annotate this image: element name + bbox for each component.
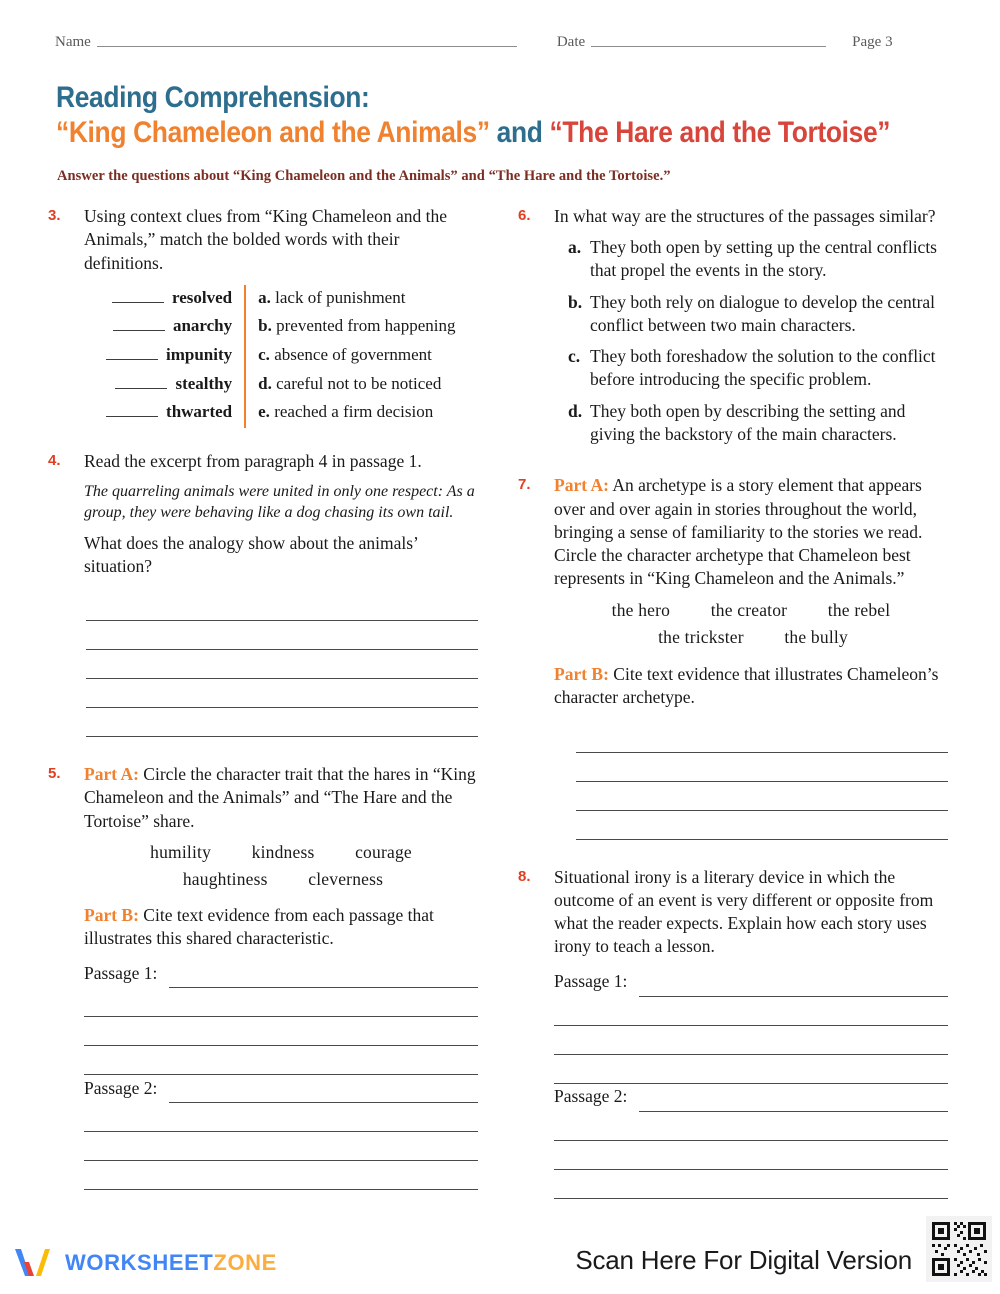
- question-3: [48, 205, 478, 428]
- q5-option-haughtiness[interactable]: haughtiness: [182, 869, 268, 890]
- table-row: [106, 342, 456, 371]
- answer-line[interactable]: [554, 997, 948, 1026]
- table-row: [106, 313, 456, 342]
- choice-c-text: They both foreshadow the solution to the conflict before introducing the specific problem.: [590, 346, 936, 390]
- question-3-prompt: Using context clues from “King Chameleon and the Animals,” match the bolded words with their definitions.: [84, 206, 448, 273]
- choice-a-letter: a.: [568, 237, 582, 258]
- answer-line[interactable]: [639, 972, 948, 997]
- worksheet-zone-logo-icon: [12, 1246, 56, 1280]
- q5-passage-2-line: [84, 1075, 478, 1103]
- question-7-part-b: [554, 663, 948, 710]
- question-4-prompt: Read the excerpt from paragraph 4 in passage 1.: [84, 450, 422, 471]
- q8-passage-2-line: [554, 1084, 948, 1112]
- title-line-2: [56, 115, 891, 150]
- match-word-2: impunity: [166, 345, 233, 365]
- answer-line[interactable]: [86, 679, 478, 708]
- page-footer: [0, 1218, 1000, 1294]
- answer-line[interactable]: [86, 592, 478, 621]
- name-write-line[interactable]: [97, 45, 517, 47]
- q5-passage-1-label: Passage 1:: [84, 962, 158, 983]
- table-row: [106, 371, 456, 400]
- worksheet-zone-logo[interactable]: [12, 1246, 277, 1280]
- choice-b[interactable]: [568, 291, 948, 337]
- match-def-letter-2: c.: [258, 345, 270, 365]
- question-6-body: [554, 205, 948, 454]
- match-def-text-1: prevented from happening: [276, 316, 456, 336]
- question-4-answer-area: [48, 592, 478, 737]
- q7-option-the-bully[interactable]: the bully: [784, 626, 848, 647]
- date-label: Date: [556, 34, 586, 50]
- choice-c-letter: c.: [568, 346, 581, 367]
- part-b-label-q5: Part B:: [84, 904, 139, 925]
- answer-line[interactable]: [84, 1017, 478, 1046]
- question-6-number: 6.: [518, 207, 531, 224]
- worksheet-zone-logo-text: [65, 1250, 277, 1276]
- left-column: [48, 205, 478, 1192]
- answer-line[interactable]: [84, 1132, 478, 1161]
- question-7-number: 7.: [518, 476, 531, 494]
- q5-passage-2-label: Passage 2:: [84, 1077, 158, 1098]
- matching-table: [106, 285, 456, 428]
- match-blank-2[interactable]: [106, 344, 158, 360]
- match-def-cell-1: [245, 313, 455, 342]
- part-a-text-q7: An archetype is a story element that appears over and over again in stories throughout the world, bringing a sense of familiarity to the stories we read. Circle the character archetype that Chameleon best represents in “King Chameleon and the Animals.”: [554, 475, 923, 589]
- question-5-number: 5.: [48, 765, 61, 783]
- part-b-text-q7: Cite text evidence that illustrates Chameleon’s character archetype.: [554, 664, 939, 708]
- q5-option-kindness[interactable]: kindness: [251, 841, 315, 862]
- match-word-cell-0[interactable]: [106, 285, 245, 314]
- choice-b-letter: b.: [568, 291, 583, 312]
- q7-options-row-1: [554, 599, 948, 622]
- match-word-0: resolved: [172, 287, 233, 307]
- q8-passage-2-area: [554, 1084, 948, 1199]
- choice-a-text: They both open by setting up the central conflicts that propel the events in the story.: [590, 237, 937, 281]
- right-column: [518, 205, 948, 1201]
- match-blank-1[interactable]: [113, 315, 165, 331]
- answer-line[interactable]: [84, 1046, 478, 1075]
- question-6: [518, 205, 948, 454]
- title-passage-1: “King Chameleon and the Animals”: [56, 116, 490, 150]
- answer-line[interactable]: [576, 782, 948, 811]
- answer-line[interactable]: [84, 1103, 478, 1132]
- answer-line[interactable]: [576, 724, 948, 753]
- answer-line[interactable]: [84, 1161, 478, 1190]
- match-blank-4[interactable]: [106, 401, 158, 417]
- q8-passage-2-label: Passage 2:: [554, 1086, 628, 1107]
- question-5-part-a: [84, 763, 478, 833]
- q8-passage-1-line: [554, 969, 948, 997]
- q7-option-the-creator[interactable]: the creator: [710, 599, 788, 620]
- question-3-number: 3.: [48, 207, 61, 224]
- question-8: [518, 866, 948, 1199]
- match-def-cell-0: [245, 285, 455, 314]
- answer-line[interactable]: [576, 753, 948, 782]
- question-8-body: [554, 866, 948, 1199]
- match-def-text-4: reached a firm decision: [274, 402, 434, 422]
- q7-option-the-hero[interactable]: the hero: [611, 599, 671, 620]
- match-def-text-0: lack of punishment: [275, 287, 406, 307]
- question-3-body: [84, 205, 478, 428]
- match-word-cell-1[interactable]: [106, 313, 245, 342]
- title-line-1: Reading Comprehension:: [56, 81, 370, 114]
- choice-a[interactable]: [568, 236, 948, 282]
- worksheet-header: [55, 34, 945, 51]
- part-a-text-q5: Circle the character trait that the hares in “King Chameleon and the Animals” and “The Hare and the Tortoise” share.: [84, 764, 476, 831]
- match-word-1: anarchy: [172, 316, 233, 336]
- q7-options-row-2: [554, 626, 948, 649]
- answer-line[interactable]: [576, 811, 948, 840]
- answer-line[interactable]: [554, 1055, 948, 1084]
- match-def-text-3: careful not to be noticed: [276, 373, 442, 393]
- match-word-3: stealthy: [175, 373, 233, 393]
- question-6-choices: [568, 236, 948, 445]
- match-blank-0[interactable]: [112, 287, 164, 303]
- q8-passage-1-label: Passage 1:: [554, 971, 628, 992]
- answer-line[interactable]: [84, 988, 478, 1017]
- q7-option-the-trickster[interactable]: the trickster: [658, 626, 744, 647]
- answer-line[interactable]: [554, 1026, 948, 1055]
- answer-line[interactable]: [86, 650, 478, 679]
- q5-passage-1-area: [84, 960, 478, 1075]
- scan-here-label: Scan Here For Digital Version: [575, 1245, 912, 1275]
- answer-line[interactable]: [639, 1087, 948, 1112]
- q5-option-cleverness[interactable]: cleverness: [308, 869, 384, 890]
- answer-line[interactable]: [86, 621, 478, 650]
- answer-line[interactable]: [169, 963, 478, 988]
- question-4-number: 4.: [48, 451, 61, 469]
- page-title: [56, 80, 956, 151]
- question-6-prompt: In what way are the structures of the passages similar?: [554, 206, 936, 226]
- date-write-line[interactable]: [591, 45, 826, 47]
- choice-d-letter: d.: [568, 400, 583, 421]
- question-5: [48, 763, 478, 1190]
- part-a-label-q5: Part A:: [84, 764, 139, 785]
- question-7-part-a: [554, 474, 948, 590]
- page-number: Page 3: [852, 34, 893, 50]
- q7-option-the-rebel[interactable]: the rebel: [827, 599, 891, 620]
- match-def-letter-0: a.: [258, 287, 271, 307]
- logo-word-zone: ZONE: [213, 1250, 277, 1275]
- part-a-label-q7: Part A:: [554, 475, 609, 496]
- choice-d[interactable]: [568, 400, 948, 446]
- question-4: [48, 450, 478, 578]
- match-def-letter-1: b.: [258, 316, 272, 336]
- title-conjunction: and: [489, 116, 550, 150]
- match-def-cell-3: [245, 371, 455, 400]
- match-def-letter-4: e.: [258, 402, 270, 422]
- choice-d-text: They both open by describing the setting and giving the backstory of the main characters.: [590, 400, 906, 444]
- question-5-body: [84, 763, 478, 1190]
- question-7-body: [554, 474, 948, 839]
- part-b-text-q5: Cite text evidence from each passage that illustrates this shared characteristic.: [84, 904, 434, 948]
- answer-line[interactable]: [169, 1078, 478, 1103]
- match-word-cell-2[interactable]: [106, 342, 245, 371]
- match-word-4: thwarted: [166, 402, 233, 422]
- match-def-cell-4: [245, 399, 455, 428]
- part-b-label-q7: Part B:: [554, 664, 609, 685]
- match-def-cell-2: [245, 342, 455, 371]
- q5-passage-2-area: [84, 1075, 478, 1190]
- worksheet-instruction: Answer the questions about “King Chameleon and the Animals” and “The Hare and the Tortoise.”: [57, 168, 671, 184]
- table-row: [106, 399, 456, 428]
- question-7-answer-area: [554, 724, 948, 840]
- q5-options-row-1: [84, 841, 478, 864]
- answer-line[interactable]: [86, 708, 478, 737]
- match-word-cell-3[interactable]: [106, 371, 245, 400]
- name-label: Name: [55, 34, 91, 50]
- question-8-number: 8.: [518, 867, 531, 885]
- answer-line[interactable]: [554, 1141, 948, 1170]
- match-word-cell-4[interactable]: [106, 399, 245, 428]
- q8-passage-1-area: [554, 969, 948, 1084]
- q5-option-humility[interactable]: humility: [150, 841, 212, 862]
- match-def-text-2: absence of government: [274, 345, 432, 365]
- q5-passage-1-line: [84, 960, 478, 988]
- answer-line[interactable]: [554, 1112, 948, 1141]
- answer-line[interactable]: [554, 1170, 948, 1199]
- choice-b-text: They both rely on dialogue to develop the central conflict between two main characters.: [590, 291, 936, 335]
- q5-options-row-2: [84, 868, 478, 891]
- question-5-part-b: [84, 904, 478, 951]
- question-4-body: [84, 450, 478, 578]
- logo-word-worksheet: WORKSHEET: [65, 1250, 214, 1275]
- match-blank-3[interactable]: [115, 373, 167, 389]
- question-4-question: What does the analogy show about the animals’ situation?: [84, 532, 418, 576]
- title-passage-2: “The Hare and the Tortoise”: [549, 116, 891, 150]
- question-4-excerpt: The quarreling animals were united in only one respect: As a group, they were behaving like a dog chasing its own tail.: [84, 483, 475, 522]
- match-def-letter-3: d.: [258, 373, 272, 393]
- question-7: [518, 474, 948, 839]
- choice-c[interactable]: [568, 345, 948, 391]
- q5-option-courage[interactable]: courage: [355, 841, 412, 862]
- question-8-prompt: Situational irony is a literary device in which the outcome of an event is very different or opposite from what the reader expects. Explain how each story uses irony to teach a lesson.: [554, 866, 934, 957]
- table-row: [106, 285, 456, 314]
- qr-code[interactable]: [926, 1216, 992, 1282]
